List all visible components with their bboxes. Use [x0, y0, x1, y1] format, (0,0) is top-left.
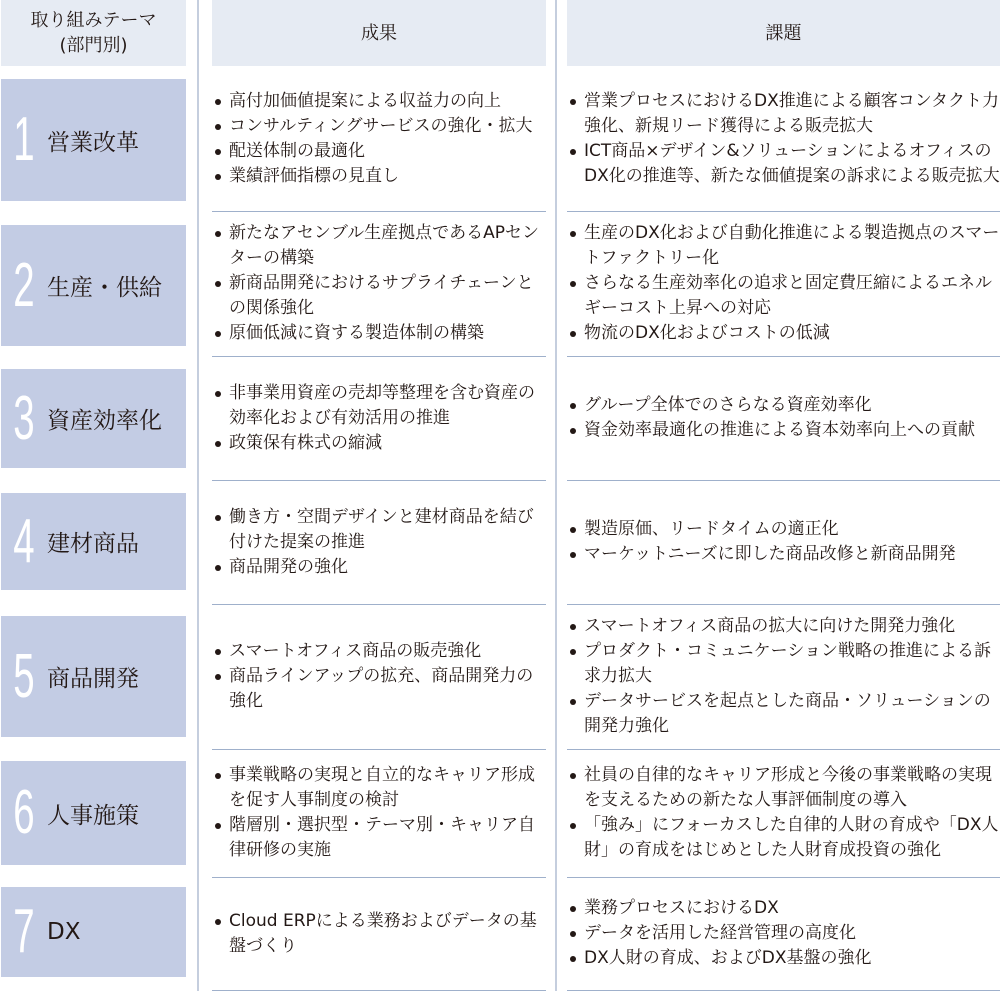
- list-item: 新たなアセンブル生産拠点であるAPセンターの構築: [212, 221, 546, 271]
- list-item: 働き方・空間デザインと建材商品を結び付けた提案の推進: [212, 505, 546, 555]
- theme-cell: [1, 369, 186, 468]
- results-list: [212, 221, 546, 346]
- list-item: 物流のDX化およびコストの低減: [567, 321, 1000, 346]
- header-theme-subtitle: (部門別): [59, 35, 128, 56]
- row-divider: [212, 749, 546, 750]
- results-list: [212, 909, 546, 959]
- theme-name: 建材商品: [47, 531, 139, 557]
- row-divider: [212, 604, 546, 605]
- list-item: マーケットニーズに即した商品改修と新商品開発: [567, 542, 1000, 567]
- issues-cell: [567, 749, 1000, 877]
- list-item: 業績評価指標の見直し: [212, 164, 546, 189]
- list-item: 「強み」にフォーカスした自律的人財の育成や「DX人財」の育成をはじめとした人財育成投資の強化: [567, 813, 1000, 863]
- list-item: スマートオフィス商品の拡大に向けた開発力強化: [567, 614, 1000, 639]
- results-cell: [212, 356, 546, 480]
- header-theme: [1, 0, 186, 66]
- theme-number: 5: [13, 641, 35, 711]
- issues-cell: [567, 211, 1000, 356]
- theme-number: 4: [13, 506, 35, 576]
- results-cell: [212, 66, 546, 211]
- results-cell: [212, 877, 546, 990]
- theme-name: DX: [47, 919, 81, 945]
- list-item: さらなる生産効率化の追求と固定費圧縮によるエネルギーコスト上昇への対応: [567, 271, 1000, 321]
- row-divider: [567, 480, 1000, 481]
- results-cell: [212, 480, 546, 604]
- theme-cell: [1, 616, 186, 737]
- list-item: 社員の自律的なキャリア形成と今後の事業戦略の実現を支えるための新たな人事評価制度の導入: [567, 763, 1000, 813]
- row-divider: [212, 480, 546, 481]
- theme-cell: [1, 887, 186, 977]
- results-cell: [212, 749, 546, 877]
- issues-cell: [567, 877, 1000, 990]
- issues-list: [567, 896, 1000, 971]
- header-results: 成果: [212, 0, 546, 66]
- issues-list: [567, 393, 1000, 443]
- issues-list: [567, 517, 1000, 567]
- list-item: プロダクト・コミュニケーション戦略の推進による訴求力拡大: [567, 639, 1000, 689]
- issues-cell: [567, 604, 1000, 749]
- theme-name: 資産効率化: [47, 408, 162, 434]
- theme-name: 人事施策: [47, 802, 139, 829]
- row-divider: [567, 877, 1000, 878]
- theme-number: 1: [13, 105, 35, 174]
- issues-list: [567, 614, 1000, 739]
- list-item: 配送体制の最適化: [212, 139, 546, 164]
- list-item: コンサルティングサービスの強化・拡大: [212, 114, 546, 139]
- row-divider: [212, 356, 546, 357]
- header-issues: 課題: [567, 0, 1000, 66]
- theme-number: 2: [13, 250, 35, 320]
- row-divider: [567, 604, 1000, 605]
- theme-cell: [1, 493, 186, 590]
- list-item: 製造原価、リードタイムの適正化: [567, 517, 1000, 542]
- results-list: [212, 763, 546, 863]
- theme-cell: [1, 761, 186, 865]
- theme-name: 生産・供給: [47, 275, 162, 301]
- list-item: 新商品開発におけるサプライチェーンとの関係強化: [212, 271, 546, 321]
- list-item: 生産のDX化および自動化推進による製造拠点のスマートファクトリー化: [567, 221, 1000, 271]
- row-divider: [567, 211, 1000, 212]
- row-divider: [212, 211, 546, 212]
- results-list: [212, 505, 546, 580]
- list-item: グループ全体でのさらなる資産効率化: [567, 393, 1000, 418]
- list-item: ICT商品×デザイン&ソリューションによるオフィスのDX化の推進等、新たな価値提案の訴求による販売拡大: [567, 139, 1000, 189]
- list-item: 高付加価値提案による収益力の向上: [212, 89, 546, 114]
- list-item: 原価低減に資する製造体制の構築: [212, 321, 546, 346]
- issues-cell: [567, 356, 1000, 480]
- list-item: 商品ラインアップの拡充、商品開発力の強化: [212, 664, 546, 714]
- row-divider: [567, 749, 1000, 750]
- issues-list: [567, 89, 1000, 189]
- row-divider: [567, 356, 1000, 357]
- results-list: [212, 639, 546, 714]
- list-item: 階層別・選択型・テーマ別・キャリア自律研修の実施: [212, 813, 546, 863]
- list-item: 商品開発の強化: [212, 555, 546, 580]
- column-divider: [555, 0, 557, 991]
- theme-number: 7: [13, 897, 35, 966]
- list-item: スマートオフィス商品の販売強化: [212, 639, 546, 664]
- theme-name: 営業改革: [47, 129, 139, 156]
- results-list: [212, 381, 546, 456]
- issues-cell: [567, 66, 1000, 211]
- list-item: Cloud ERPによる業務およびデータの基盤づくり: [212, 909, 546, 959]
- list-item: データサービスを起点とした商品・ソリューションの開発力強化: [567, 689, 1000, 739]
- theme-cell: [1, 225, 186, 346]
- list-item: 事業戦略の実現と自立的なキャリア形成を促す人事制度の検討: [212, 763, 546, 813]
- results-cell: [212, 604, 546, 749]
- results-cell: [212, 211, 546, 356]
- list-item: 資金効率最適化の推進による資本効率向上への貢献: [567, 418, 1000, 443]
- issues-list: [567, 763, 1000, 863]
- theme-number: 3: [13, 383, 35, 453]
- theme-name: 商品開発: [47, 666, 139, 692]
- issues-cell: [567, 480, 1000, 604]
- theme-number: 6: [13, 778, 35, 847]
- results-list: [212, 89, 546, 189]
- list-item: 非事業用資産の売却等整理を含む資産の効率化および有効活用の推進: [212, 381, 546, 431]
- list-item: 業務プロセスにおけるDX: [567, 896, 1000, 921]
- list-item: 営業プロセスにおけるDX推進による顧客コンタクト力強化、新規リード獲得による販売拡大: [567, 89, 1000, 139]
- theme-cell: [1, 79, 186, 201]
- list-item: 政策保有株式の縮減: [212, 431, 546, 456]
- column-divider: [197, 0, 199, 991]
- header-theme-title: 取り組みテーマ: [30, 10, 157, 31]
- row-divider: [212, 877, 546, 878]
- list-item: DX人財の育成、およびDX基盤の強化: [567, 946, 1000, 971]
- issues-list: [567, 221, 1000, 346]
- list-item: データを活用した経営管理の高度化: [567, 921, 1000, 946]
